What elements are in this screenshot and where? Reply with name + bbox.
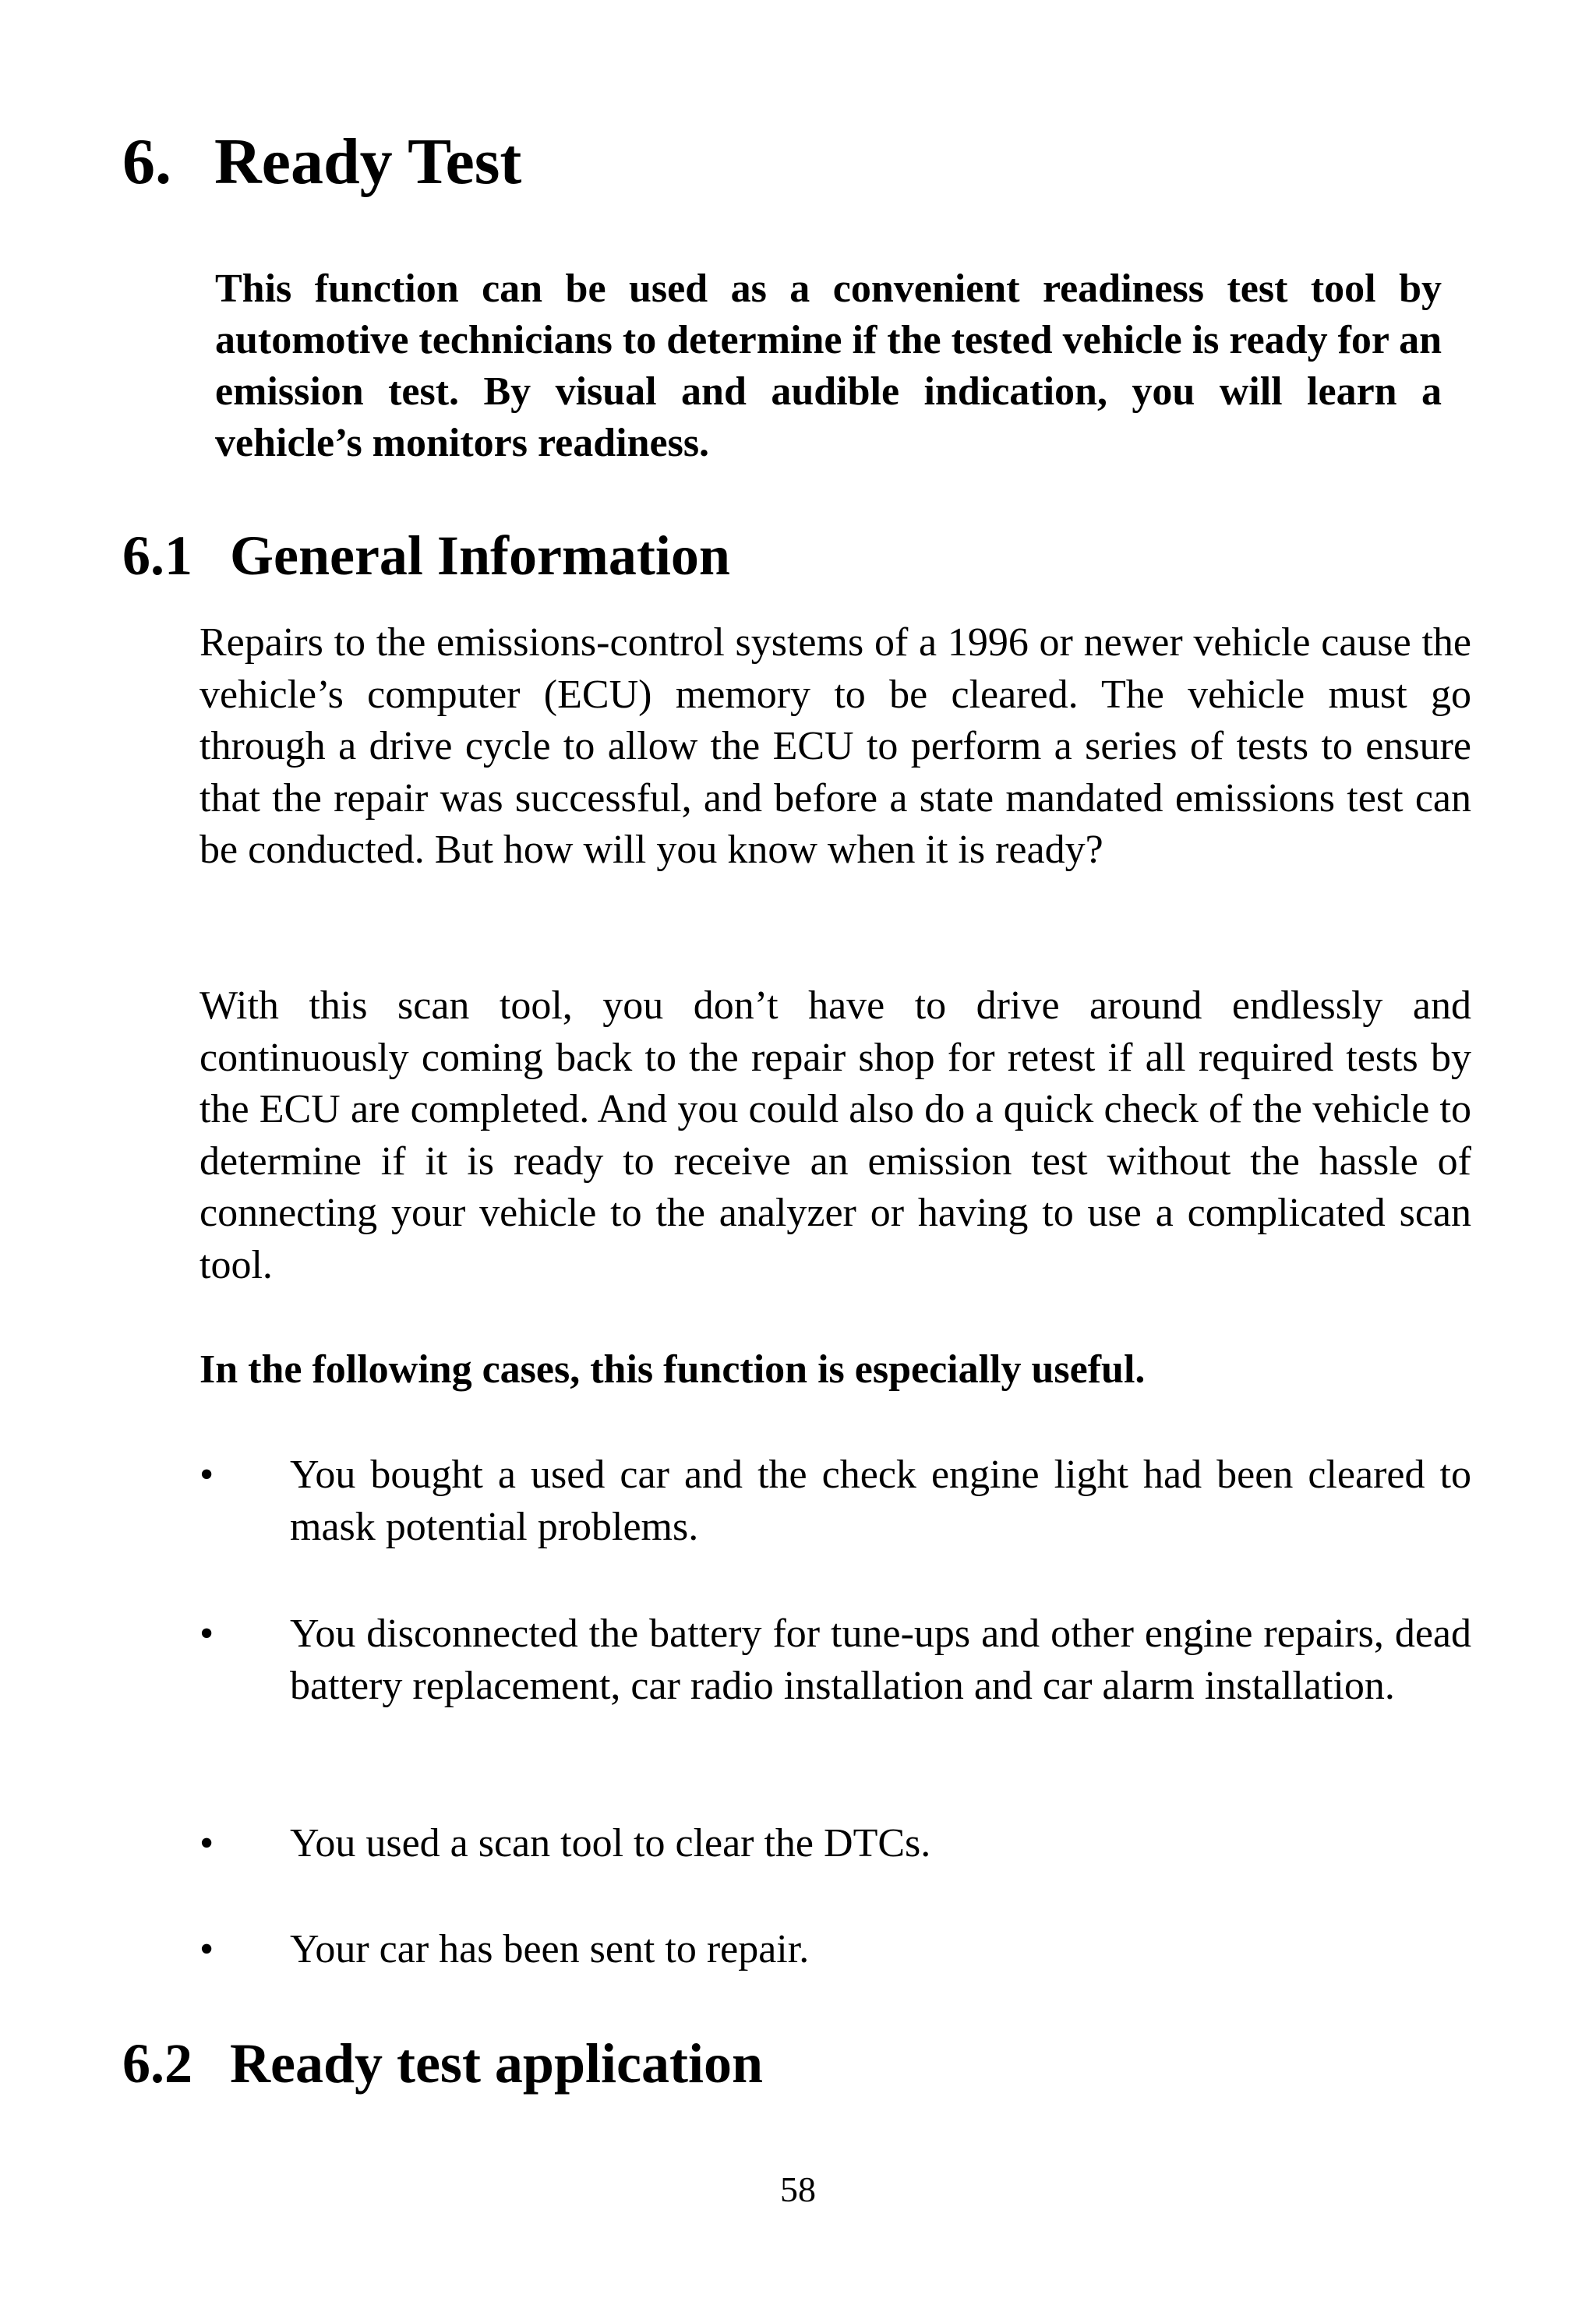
bullet-text: You bought a used car and the check engine light had been cleared to mask potential problems. [290, 1453, 1471, 1549]
bullet-item [200, 1924, 1471, 1976]
bullet-text: You used a scan tool to clear the DTCs. [290, 1821, 931, 1866]
cases-heading: In the following cases, this function is especially useful. [200, 1347, 1146, 1392]
chapter-heading [122, 123, 521, 201]
bullet-item [200, 1608, 1471, 1712]
bullet-item [200, 1449, 1471, 1553]
section-title: General Information [230, 524, 730, 587]
section-number: 6.1 [122, 524, 192, 587]
bullet-icon: • [200, 1453, 214, 1497]
section-title: Ready test application [230, 2032, 763, 2095]
section-number: 6.2 [122, 2032, 192, 2095]
page-number: 58 [780, 2169, 816, 2209]
chapter-number: 6. [122, 125, 171, 198]
bullet-text: You disconnected the battery for tune-ups and other engine repairs, dead battery replacement, car radio installation and car alarm installation. [290, 1611, 1471, 1708]
general-paragraph-1: Repairs to the emissions-control systems of a 1996 or newer vehicle cause the vehicle’s computer (ECU) memory to be cleared. The vehicle must go through a drive cycle to allow the ECU to perform a series of tests to ensure that the repair was successful, and before a state mandated emissions test can be conducted. But how will you know when it is ready? [200, 620, 1471, 872]
section-heading-general-information [122, 521, 730, 591]
bullet-text: Your car has been sent to repair. [290, 1927, 810, 1971]
bullet-icon: • [200, 1927, 214, 1971]
chapter-title: Ready Test [214, 125, 522, 198]
bullet-icon: • [200, 1821, 214, 1866]
section-heading-ready-test-application [122, 2028, 763, 2099]
bullet-item [200, 1818, 1471, 1870]
chapter-intro: This function can be used as a convenient readiness test tool by automotive technicians to determine if the tested vehicle is ready for an emission test. By visual and audible indication, you will learn a vehicle’s monitors readiness. [215, 267, 1442, 465]
general-paragraph-2: With this scan tool, you don’t have to drive around endlessly and continuously coming back to the repair shop for retest if all required tests by the ECU are completed. And you could also do a quick check of the vehicle to determine if it is ready to receive an emission test without the hassle of connecting your vehicle to the analyzer or having to use a complicated scan tool. [200, 983, 1471, 1287]
bullet-icon: • [200, 1611, 214, 1656]
